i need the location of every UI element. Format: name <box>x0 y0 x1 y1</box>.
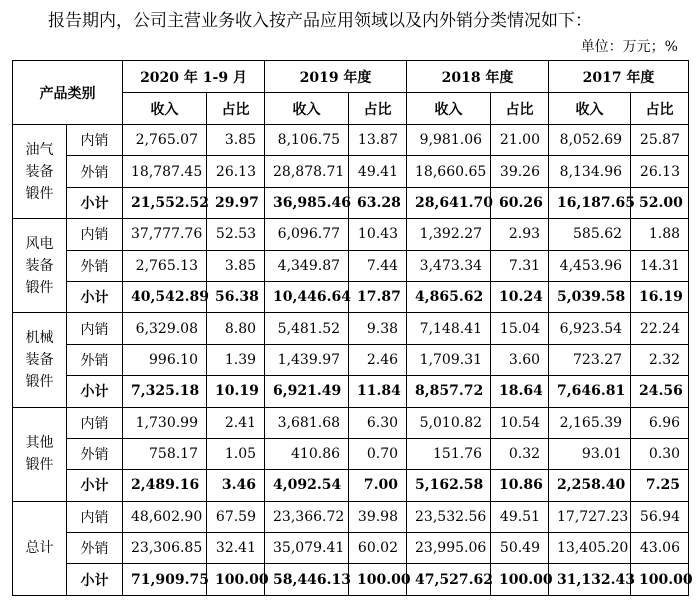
share-cell: 29.97 <box>207 187 265 218</box>
period-header: 2017 年度 <box>549 61 689 93</box>
revenue-cell: 31,132.43 <box>549 564 631 595</box>
share-cell: 100.00 <box>631 564 689 595</box>
table-row <box>13 376 689 407</box>
share-cell: 43.06 <box>631 533 689 564</box>
revenue-cell: 410.86 <box>265 438 349 469</box>
category-name-line: 油气 <box>25 141 54 158</box>
revenue-cell: 1,730.99 <box>123 407 207 438</box>
revenue-cell: 5,010.82 <box>407 407 491 438</box>
share-cell: 100.00 <box>491 564 549 595</box>
revenue-cell: 36,985.46 <box>265 187 349 218</box>
category-cell <box>13 313 67 407</box>
category-name-line: 锻件 <box>25 373 54 390</box>
share-cell: 52.00 <box>631 187 689 218</box>
share-cell: 3.85 <box>207 250 265 281</box>
share-cell: 39.26 <box>491 156 549 187</box>
header-row-periods <box>13 61 689 93</box>
table-row <box>13 250 689 281</box>
sales-type-cell: 外销 <box>67 250 123 281</box>
metric-header: 占比 <box>349 93 407 125</box>
revenue-cell: 18,660.65 <box>407 156 491 187</box>
revenue-cell: 2,765.07 <box>123 125 207 156</box>
intro-text: 报告期内，公司主营业务收入按产品应用领域以及内外销分类情况如下： <box>48 11 592 31</box>
revenue-cell: 2,765.13 <box>123 250 207 281</box>
share-cell: 14.31 <box>631 250 689 281</box>
revenue-cell: 6,921.49 <box>265 376 349 407</box>
period-header: 2019 年度 <box>265 61 407 93</box>
share-cell: 21.00 <box>491 125 549 156</box>
share-cell: 49.41 <box>349 156 407 187</box>
share-cell: 60.26 <box>491 187 549 218</box>
share-cell: 7.31 <box>491 250 549 281</box>
sales-type-cell: 内销 <box>67 219 123 250</box>
sales-type-cell: 内销 <box>67 125 123 156</box>
share-cell: 7.25 <box>631 470 689 501</box>
share-cell: 3.60 <box>491 344 549 375</box>
table-row <box>13 156 689 187</box>
share-cell: 39.98 <box>349 501 407 532</box>
revenue-cell: 8,134.96 <box>549 156 631 187</box>
period-header: 2020 年 1-9 月 <box>123 61 265 93</box>
share-cell: 32.41 <box>207 533 265 564</box>
revenue-cell: 1,709.31 <box>407 344 491 375</box>
share-cell: 1.39 <box>207 344 265 375</box>
revenue-cell: 2,258.40 <box>549 470 631 501</box>
sales-type-cell: 内销 <box>67 407 123 438</box>
category-name-line: 装备 <box>25 257 54 274</box>
share-cell: 18.64 <box>491 376 549 407</box>
share-cell: 67.59 <box>207 501 265 532</box>
revenue-cell: 1,392.27 <box>407 219 491 250</box>
sales-type-cell: 内销 <box>67 313 123 344</box>
sales-type-cell: 外销 <box>67 156 123 187</box>
category-cell <box>13 501 67 595</box>
table-row <box>13 533 689 564</box>
share-cell: 10.19 <box>207 376 265 407</box>
share-cell: 2.32 <box>631 344 689 375</box>
share-cell: 63.28 <box>349 187 407 218</box>
revenue-cell: 7,148.41 <box>407 313 491 344</box>
category-name-line: 锻件 <box>25 185 54 202</box>
share-cell: 3.46 <box>207 470 265 501</box>
share-cell: 0.32 <box>491 438 549 469</box>
metric-header: 收入 <box>407 93 491 125</box>
share-cell: 17.87 <box>349 281 407 312</box>
revenue-table <box>12 60 693 596</box>
share-cell: 52.53 <box>207 219 265 250</box>
share-cell: 1.05 <box>207 438 265 469</box>
share-cell: 8.80 <box>207 313 265 344</box>
category-name-line: 锻件 <box>25 279 54 296</box>
share-cell: 6.96 <box>631 407 689 438</box>
table-row <box>13 564 689 595</box>
metric-header: 收入 <box>265 93 349 125</box>
revenue-cell: 6,923.54 <box>549 313 631 344</box>
revenue-cell: 37,777.76 <box>123 219 207 250</box>
revenue-cell: 13,405.20 <box>549 533 631 564</box>
revenue-cell: 28,878.71 <box>265 156 349 187</box>
sales-type-cell: 小计 <box>67 187 123 218</box>
table-row <box>13 470 689 501</box>
revenue-cell: 48,602.90 <box>123 501 207 532</box>
revenue-cell: 2,165.39 <box>549 407 631 438</box>
revenue-cell: 17,727.23 <box>549 501 631 532</box>
revenue-cell: 35,079.41 <box>265 533 349 564</box>
revenue-cell: 758.17 <box>123 438 207 469</box>
sales-type-cell: 外销 <box>67 533 123 564</box>
unit-note: 单位：万元；% <box>580 39 678 55</box>
category-name-line: 装备 <box>25 351 54 368</box>
share-cell: 24.56 <box>631 376 689 407</box>
share-cell: 26.13 <box>631 156 689 187</box>
revenue-cell: 40,542.89 <box>123 281 207 312</box>
share-cell: 49.51 <box>491 501 549 532</box>
revenue-cell: 723.27 <box>549 344 631 375</box>
share-cell: 56.94 <box>631 501 689 532</box>
category-name-line: 装备 <box>25 163 54 180</box>
metric-header: 占比 <box>207 93 265 125</box>
sales-type-cell: 小计 <box>67 376 123 407</box>
revenue-cell: 6,329.08 <box>123 313 207 344</box>
revenue-cell: 4,453.96 <box>549 250 631 281</box>
share-cell: 50.49 <box>491 533 549 564</box>
table-row <box>13 187 689 218</box>
share-cell: 7.00 <box>349 470 407 501</box>
share-cell: 100.00 <box>207 564 265 595</box>
revenue-cell: 5,162.58 <box>407 470 491 501</box>
revenue-cell: 4,349.87 <box>265 250 349 281</box>
category-name-line: 机械 <box>25 329 54 346</box>
revenue-cell: 58,446.13 <box>265 564 349 595</box>
revenue-cell: 21,552.52 <box>123 187 207 218</box>
revenue-cell: 10,446.64 <box>265 281 349 312</box>
revenue-cell: 6,096.77 <box>265 219 349 250</box>
share-cell: 13.87 <box>349 125 407 156</box>
revenue-cell: 4,092.54 <box>265 470 349 501</box>
revenue-cell: 23,306.85 <box>123 533 207 564</box>
share-cell: 10.24 <box>491 281 549 312</box>
table-row <box>13 313 689 344</box>
revenue-cell: 23,366.72 <box>265 501 349 532</box>
table-row <box>13 219 689 250</box>
sales-type-cell: 小计 <box>67 564 123 595</box>
sales-type-cell: 外销 <box>67 438 123 469</box>
share-cell: 2.46 <box>349 344 407 375</box>
category-cell <box>13 219 67 313</box>
revenue-cell: 3,473.34 <box>407 250 491 281</box>
category-name-line: 其他 <box>25 435 54 452</box>
revenue-cell: 93.01 <box>549 438 631 469</box>
revenue-cell: 585.62 <box>549 219 631 250</box>
revenue-cell: 8,106.75 <box>265 125 349 156</box>
table-row <box>13 344 689 375</box>
revenue-cell: 16,187.65 <box>549 187 631 218</box>
metric-header: 收入 <box>123 93 207 125</box>
share-cell: 11.84 <box>349 376 407 407</box>
period-header: 2018 年度 <box>407 61 549 93</box>
metric-header: 占比 <box>491 93 549 125</box>
table-row <box>13 407 689 438</box>
revenue-cell: 8,052.69 <box>549 125 631 156</box>
revenue-cell: 1,439.97 <box>265 344 349 375</box>
revenue-cell: 7,646.81 <box>549 376 631 407</box>
share-cell: 1.88 <box>631 219 689 250</box>
category-header: 产品类别 <box>13 61 123 125</box>
revenue-cell: 18,787.45 <box>123 156 207 187</box>
table-body <box>13 125 693 596</box>
share-cell: 22.24 <box>631 313 689 344</box>
sales-type-cell: 内销 <box>67 501 123 532</box>
revenue-cell: 9,981.06 <box>407 125 491 156</box>
table-row <box>13 281 689 312</box>
table-row <box>13 501 689 532</box>
revenue-cell: 7,325.18 <box>123 376 207 407</box>
revenue-cell: 47,527.62 <box>407 564 491 595</box>
share-cell: 56.38 <box>207 281 265 312</box>
share-cell: 10.54 <box>491 407 549 438</box>
category-name-line: 锻件 <box>25 457 54 474</box>
revenue-cell: 23,995.06 <box>407 533 491 564</box>
share-cell: 2.93 <box>491 219 549 250</box>
share-cell: 0.30 <box>631 438 689 469</box>
share-cell: 0.70 <box>349 438 407 469</box>
category-cell <box>13 407 67 501</box>
sales-type-cell: 小计 <box>67 281 123 312</box>
share-cell: 26.13 <box>207 156 265 187</box>
share-cell: 10.43 <box>349 219 407 250</box>
revenue-cell: 28,641.70 <box>407 187 491 218</box>
revenue-cell: 5,481.52 <box>265 313 349 344</box>
share-cell: 25.87 <box>631 125 689 156</box>
category-name-line: 总计 <box>25 540 54 557</box>
revenue-cell: 5,039.58 <box>549 281 631 312</box>
share-cell: 9.38 <box>349 313 407 344</box>
share-cell: 6.30 <box>349 407 407 438</box>
category-name-line: 风电 <box>25 235 54 252</box>
revenue-cell: 2,489.16 <box>123 470 207 501</box>
sales-type-cell: 小计 <box>67 470 123 501</box>
share-cell: 10.86 <box>491 470 549 501</box>
share-cell: 16.19 <box>631 281 689 312</box>
revenue-cell: 23,532.56 <box>407 501 491 532</box>
revenue-cell: 151.76 <box>407 438 491 469</box>
share-cell: 2.41 <box>207 407 265 438</box>
revenue-cell: 4,865.62 <box>407 281 491 312</box>
category-cell <box>13 125 67 219</box>
table-row <box>13 438 689 469</box>
revenue-cell: 71,909.75 <box>123 564 207 595</box>
metric-header: 占比 <box>631 93 689 125</box>
share-cell: 60.02 <box>349 533 407 564</box>
table-row <box>13 125 689 156</box>
sales-type-cell: 外销 <box>67 344 123 375</box>
revenue-cell: 8,857.72 <box>407 376 491 407</box>
share-cell: 3.85 <box>207 125 265 156</box>
share-cell: 15.04 <box>491 313 549 344</box>
revenue-cell: 3,681.68 <box>265 407 349 438</box>
metric-header: 收入 <box>549 93 631 125</box>
share-cell: 7.44 <box>349 250 407 281</box>
share-cell: 100.00 <box>349 564 407 595</box>
revenue-cell: 996.10 <box>123 344 207 375</box>
